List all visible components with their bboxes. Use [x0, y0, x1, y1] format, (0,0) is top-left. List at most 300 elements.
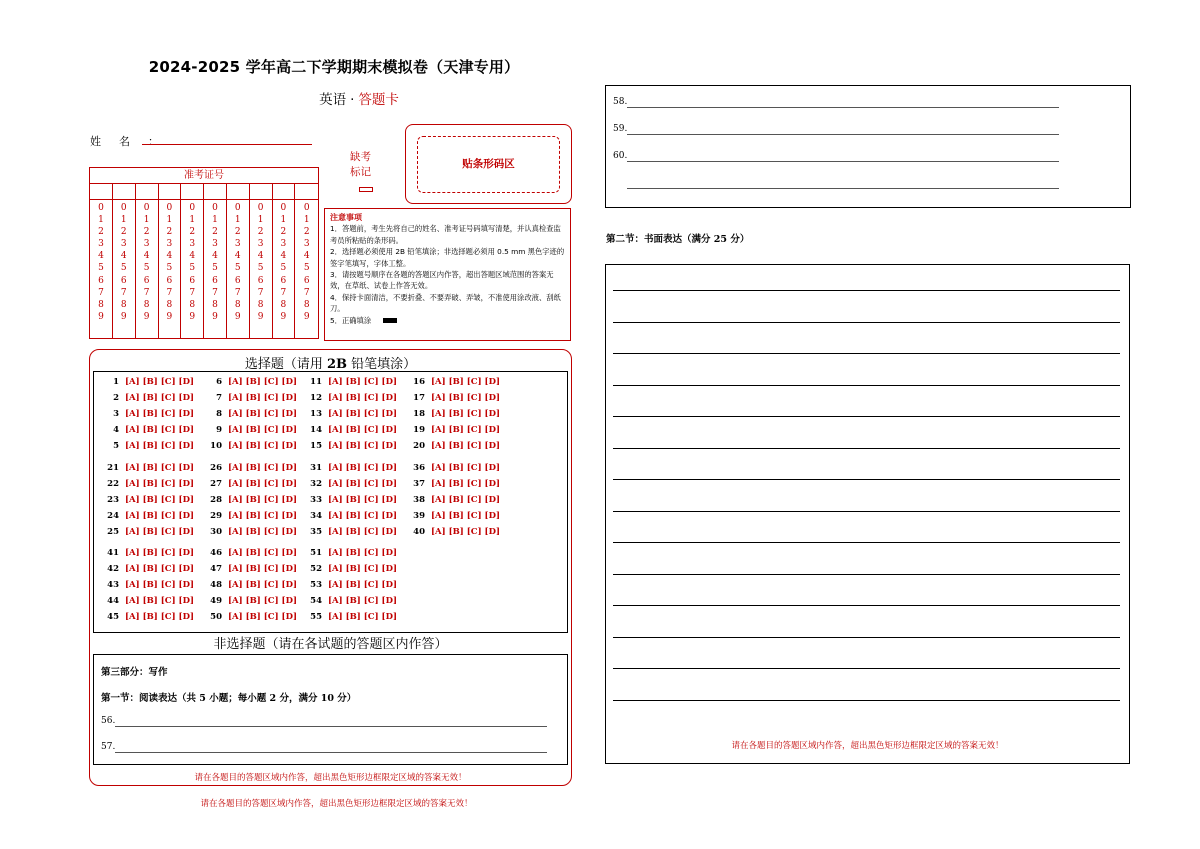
question-number: 5	[113, 440, 119, 451]
answer-options[interactable]: [A] [B] [C] [D]	[125, 440, 194, 451]
digit-bubble[interactable]: 5	[280, 263, 287, 274]
answer-options[interactable]: [A] [B] [C] [D]	[228, 579, 297, 590]
digit-bubble[interactable]: 0	[234, 203, 241, 213]
digit-bubble[interactable]: 8	[234, 299, 241, 310]
digit-bubble[interactable]: 4	[212, 251, 218, 262]
exam-number-column[interactable]	[158, 184, 181, 338]
question-number: 33	[310, 494, 322, 505]
answer-options[interactable]: [A] [B] [C] [D]	[431, 494, 500, 505]
question-number: 41	[107, 548, 119, 558]
answer-options[interactable]: [A] [B] [C] [D]	[125, 526, 194, 537]
question-number: 48	[210, 579, 222, 590]
question-number: 1	[113, 377, 119, 387]
answer-line-57[interactable]	[101, 742, 115, 752]
digit-bubble[interactable]: 5	[166, 263, 173, 274]
answer-options[interactable]: [A] [B] [C] [D]	[228, 478, 297, 489]
answer-options[interactable]: [A] [B] [C] [D]	[431, 377, 500, 387]
digit-bubble[interactable]: 1	[234, 215, 241, 226]
digit-bubble[interactable]: 4	[120, 251, 127, 262]
question-number: 38	[413, 494, 425, 505]
absent-mark-box[interactable]	[359, 187, 373, 192]
answer-options[interactable]: [A] [B] [C] [D]	[328, 595, 397, 606]
digit-bubble[interactable]: 0	[212, 203, 218, 213]
question-number: 51	[310, 548, 322, 558]
question-26	[204, 463, 297, 473]
answer-options[interactable]: [A] [B] [C] [D]	[228, 392, 297, 403]
answer-options[interactable]: [A] [B] [C] [D]	[125, 478, 194, 489]
nonchoice-heading: 非选择题（请在各试题的答题区内作答）	[213, 637, 448, 652]
digit-bubble[interactable]: 5	[98, 263, 104, 274]
question-52	[304, 564, 397, 574]
exam-number-input-cell[interactable]	[204, 184, 226, 200]
digit-bubble[interactable]: 0	[166, 203, 173, 213]
question-number: 28	[210, 494, 222, 505]
question-number: 32	[310, 478, 322, 489]
digit-bubble[interactable]: 6	[212, 275, 218, 286]
answer-options[interactable]: [A] [B] [C] [D]	[431, 463, 500, 473]
digit-bubble[interactable]: 6	[280, 275, 287, 286]
digit-bubble[interactable]: 1	[166, 215, 173, 226]
exam-number-input-cell[interactable]	[181, 184, 203, 200]
answer-line-60[interactable]	[613, 151, 627, 161]
digit-bubble[interactable]: 0	[189, 203, 196, 213]
answer-line-58[interactable]	[613, 97, 627, 107]
answer-options[interactable]: [A] [B] [C] [D]	[228, 563, 297, 574]
question-number: 15	[310, 440, 322, 451]
digit-bubble[interactable]: 4	[143, 251, 150, 262]
question-24	[101, 511, 194, 521]
digit-bubble[interactable]: 2	[257, 227, 264, 238]
warning-outer: 请在各题目的答题区域内作答，超出黑色矩形边框限定区域的答案无效！	[200, 799, 473, 809]
notes-item: 2．选择题必须使用 2B 铅笔填涂；非选择题必须用 0.5 mm 黑色字迹的签字笔填写，字体工整。	[330, 247, 565, 268]
digit-bubble[interactable]: 8	[120, 299, 127, 310]
question-4	[101, 425, 194, 435]
answer-options[interactable]: [A] [B] [C] [D]	[228, 440, 297, 451]
writing-line[interactable]	[613, 637, 1120, 638]
choice-heading-post: 铅笔填涂）	[347, 357, 417, 372]
question-54	[304, 596, 397, 606]
digit-bubble[interactable]: 7	[280, 287, 287, 298]
question-39	[407, 511, 500, 521]
digit-bubble[interactable]: 9	[143, 311, 150, 322]
answer-options[interactable]: [A] [B] [C] [D]	[125, 510, 194, 521]
exam-number-input-cell[interactable]	[90, 184, 112, 200]
digit-bubble[interactable]: 5	[120, 263, 127, 274]
answer-box-58-60	[605, 85, 1131, 208]
digit-bubble[interactable]: 9	[303, 311, 310, 322]
answer-options[interactable]: [A] [B] [C] [D]	[125, 611, 194, 622]
digit-bubble[interactable]: 6	[257, 275, 264, 286]
digit-bubble[interactable]: 3	[303, 239, 310, 250]
digit-bubble[interactable]: 1	[120, 215, 127, 226]
digit-bubble[interactable]: 0	[280, 203, 287, 213]
digit-bubble[interactable]: 7	[166, 287, 173, 298]
answer-options[interactable]: [A] [B] [C] [D]	[431, 526, 500, 537]
writing-line[interactable]	[613, 605, 1120, 606]
answer-options[interactable]: [A] [B] [C] [D]	[431, 440, 500, 451]
digit-bubble[interactable]: 7	[212, 287, 218, 298]
question-number: 23	[107, 494, 119, 505]
answer-options[interactable]: [A] [B] [C] [D]	[328, 563, 397, 574]
answer-options[interactable]: [A] [B] [C] [D]	[328, 510, 397, 521]
digit-bubble[interactable]: 3	[189, 239, 196, 250]
writing-line[interactable]	[613, 416, 1120, 417]
exam-number-column[interactable]	[250, 184, 273, 338]
digit-bubble[interactable]: 9	[257, 311, 264, 322]
digit-bubble[interactable]: 3	[280, 239, 287, 250]
question-25	[101, 527, 194, 537]
digit-bubble[interactable]: 5	[257, 263, 264, 274]
answer-options[interactable]: [A] [B] [C] [D]	[431, 424, 500, 435]
question-number: 55	[310, 611, 322, 622]
answer-options[interactable]: [A] [B] [C] [D]	[328, 478, 397, 489]
question-number: 54	[310, 595, 322, 606]
answer-options[interactable]: [A] [B] [C] [D]	[228, 408, 297, 419]
digit-bubble[interactable]: 9	[189, 311, 196, 322]
digit-bubble[interactable]: 6	[189, 275, 196, 286]
answer-options[interactable]: [A] [B] [C] [D]	[125, 595, 194, 606]
digit-bubble[interactable]: 0	[303, 203, 310, 213]
digit-list	[158, 200, 180, 323]
writing-line[interactable]	[613, 668, 1120, 669]
exam-number-input-cell[interactable]	[250, 184, 272, 200]
digit-bubble[interactable]: 3	[234, 239, 241, 250]
question-number: 47	[210, 563, 222, 574]
answer-options[interactable]: [A] [B] [C] [D]	[125, 563, 194, 574]
question-number: 45	[107, 611, 119, 622]
answer-options[interactable]: [A] [B] [C] [D]	[125, 392, 194, 403]
digit-bubble[interactable]: 1	[212, 215, 218, 226]
digit-bubble[interactable]: 7	[189, 287, 196, 298]
answer-underline	[627, 161, 1059, 162]
digit-bubble[interactable]: 7	[234, 287, 241, 298]
question-33	[304, 495, 397, 505]
question-number: 44	[107, 595, 119, 606]
digit-bubble[interactable]: 3	[257, 239, 264, 250]
digit-list	[250, 200, 272, 323]
digit-bubble[interactable]: 3	[166, 239, 173, 250]
question-number: 6	[216, 377, 222, 387]
question-2	[101, 393, 194, 403]
digit-bubble[interactable]: 8	[166, 299, 173, 310]
digit-bubble[interactable]: 8	[257, 299, 264, 310]
digit-bubble[interactable]: 3	[120, 239, 127, 250]
answer-options[interactable]: [A] [B] [C] [D]	[228, 526, 297, 537]
answer-options[interactable]: [A] [B] [C] [D]	[328, 424, 397, 435]
digit-bubble[interactable]: 1	[143, 215, 150, 226]
question-number: 52	[310, 563, 322, 574]
digit-bubble[interactable]: 2	[166, 227, 173, 238]
digit-bubble[interactable]: 3	[98, 239, 104, 250]
answer-options[interactable]: [A] [B] [C] [D]	[328, 440, 397, 451]
answer-options[interactable]: [A] [B] [C] [D]	[228, 548, 297, 558]
digit-bubble[interactable]: 2	[303, 227, 310, 238]
digit-bubble[interactable]: 7	[257, 287, 264, 298]
digit-bubble[interactable]: 3	[212, 239, 218, 250]
digit-bubble[interactable]: 0	[143, 203, 150, 213]
exam-number-input-cell[interactable]	[158, 184, 180, 200]
digit-bubble[interactable]: 5	[189, 263, 196, 274]
writing-line[interactable]	[613, 542, 1120, 543]
digit-list	[272, 200, 294, 323]
exam-number-column[interactable]	[204, 184, 227, 338]
writing-line[interactable]	[613, 290, 1120, 291]
answer-options[interactable]: [A] [B] [C] [D]	[431, 478, 500, 489]
answer-options[interactable]: [A] [B] [C] [D]	[328, 579, 397, 590]
answer-options[interactable]: [A] [B] [C] [D]	[328, 611, 397, 622]
correct-fill-sample	[383, 318, 397, 323]
question-number: 26	[210, 463, 222, 473]
warning-inner: 请在各题目的答题区域内作答，超出黑色矩形边框限定区域的答案无效！	[194, 773, 467, 783]
digit-bubble[interactable]: 1	[303, 215, 310, 226]
question-number: 57.	[101, 742, 116, 752]
exam-number-input-cell[interactable]	[227, 184, 249, 200]
answer-options[interactable]: [A] [B] [C] [D]	[125, 424, 194, 435]
digit-bubble[interactable]: 1	[98, 215, 104, 226]
question-number: 21	[107, 463, 119, 473]
question-29	[204, 511, 297, 521]
digit-list	[204, 200, 226, 323]
exam-number-input-cell[interactable]	[113, 184, 135, 200]
answer-options[interactable]: [A] [B] [C] [D]	[125, 463, 194, 473]
digit-bubble[interactable]: 2	[143, 227, 150, 238]
digit-list	[295, 200, 318, 323]
digit-list	[113, 200, 135, 323]
question-48	[204, 580, 297, 590]
answer-options[interactable]: [A] [B] [C] [D]	[228, 424, 297, 435]
question-10	[204, 441, 297, 451]
answer-options[interactable]: [A] [B] [C] [D]	[125, 494, 194, 505]
question-44	[101, 596, 194, 606]
digit-bubble[interactable]: 6	[234, 275, 241, 286]
question-number: 29	[210, 510, 222, 521]
answer-options[interactable]: [A] [B] [C] [D]	[125, 548, 194, 558]
digit-bubble[interactable]: 8	[189, 299, 196, 310]
answer-options[interactable]: [A] [B] [C] [D]	[228, 463, 297, 473]
absent-label-line2: 标记	[350, 166, 371, 178]
exam-number-column[interactable]	[136, 184, 159, 338]
answer-options[interactable]: [A] [B] [C] [D]	[328, 526, 397, 537]
writing-line[interactable]	[613, 479, 1120, 480]
question-27	[204, 479, 297, 489]
answer-line-56[interactable]	[101, 716, 115, 726]
question-40	[407, 527, 500, 537]
digit-bubble[interactable]: 0	[98, 203, 104, 213]
digit-bubble[interactable]: 8	[98, 299, 104, 310]
question-number: 3	[113, 408, 119, 419]
digit-bubble[interactable]: 0	[120, 203, 127, 213]
name-label: 姓名：	[90, 135, 177, 148]
question-50	[204, 612, 297, 622]
exam-number-column[interactable]	[272, 184, 295, 338]
digit-bubble[interactable]: 1	[280, 215, 287, 226]
digit-bubble[interactable]: 8	[212, 299, 218, 310]
answer-options[interactable]: [A] [B] [C] [D]	[328, 377, 397, 387]
question-number: 36	[413, 463, 425, 473]
answer-line-59[interactable]	[613, 124, 627, 134]
question-34	[304, 511, 397, 521]
answer-options[interactable]: [A] [B] [C] [D]	[328, 408, 397, 419]
question-13	[304, 409, 397, 419]
reading-expression-title: 第一节：阅读表达（共 5 小题；每小题 2 分，满分 10 分）	[101, 693, 357, 704]
question-number: 58.	[613, 97, 628, 107]
digit-bubble[interactable]: 9	[234, 311, 241, 322]
digit-bubble[interactable]: 7	[303, 287, 310, 298]
digit-bubble[interactable]: 4	[166, 251, 173, 262]
digit-bubble[interactable]: 9	[280, 311, 287, 322]
digit-bubble[interactable]: 4	[280, 251, 287, 262]
digit-bubble[interactable]: 2	[189, 227, 196, 238]
digit-bubble[interactable]: 2	[98, 227, 104, 238]
question-6	[204, 377, 297, 387]
question-number: 53	[310, 579, 322, 590]
digit-bubble[interactable]: 9	[166, 311, 173, 322]
question-number: 17	[413, 392, 425, 403]
digit-bubble[interactable]: 2	[234, 227, 241, 238]
answer-underline	[627, 134, 1059, 135]
digit-bubble[interactable]: 7	[143, 287, 150, 298]
page-title: 2024-2025 学年高二下学期期末模拟卷（天津专用）	[148, 58, 520, 76]
question-number: 46	[210, 548, 222, 558]
digit-bubble[interactable]: 9	[120, 311, 127, 322]
writing-line[interactable]	[613, 448, 1120, 449]
exam-number-column[interactable]	[113, 184, 136, 338]
exam-number-column[interactable]	[181, 184, 204, 338]
digit-bubble[interactable]: 3	[143, 239, 150, 250]
digit-bubble[interactable]: 4	[98, 251, 104, 262]
answer-options[interactable]: [A] [B] [C] [D]	[431, 510, 500, 521]
digit-bubble[interactable]: 1	[189, 215, 196, 226]
digit-bubble[interactable]: 5	[234, 263, 241, 274]
subject-label: 英语	[319, 92, 347, 108]
digit-bubble[interactable]: 5	[303, 263, 310, 274]
writing-line[interactable]	[613, 700, 1120, 701]
digit-bubble[interactable]: 5	[143, 263, 150, 274]
question-16	[407, 377, 500, 387]
choice-heading	[89, 353, 572, 372]
digit-bubble[interactable]: 1	[257, 215, 264, 226]
answer-options[interactable]: [A] [B] [C] [D]	[125, 377, 194, 387]
question-number: 12	[310, 392, 322, 403]
answer-options[interactable]: [A] [B] [C] [D]	[125, 579, 194, 590]
question-12	[304, 393, 397, 403]
question-55	[304, 612, 397, 622]
question-number: 34	[310, 510, 322, 521]
exam-number-column[interactable]	[90, 184, 113, 338]
digit-bubble[interactable]: 6	[166, 275, 173, 286]
answer-options[interactable]: [A] [B] [C] [D]	[228, 377, 297, 387]
name-field[interactable]	[142, 144, 312, 145]
question-number: 40	[413, 526, 425, 537]
answer-options[interactable]: [A] [B] [C] [D]	[228, 595, 297, 606]
digit-bubble[interactable]: 8	[143, 299, 150, 310]
answer-options[interactable]: [A] [B] [C] [D]	[431, 392, 500, 403]
question-36	[407, 463, 500, 473]
question-21	[101, 463, 194, 473]
digit-bubble[interactable]: 4	[303, 251, 310, 262]
question-number: 16	[413, 377, 425, 387]
digit-bubble[interactable]: 0	[257, 203, 264, 213]
digit-bubble[interactable]: 8	[280, 299, 287, 310]
exam-number-column[interactable]	[227, 184, 250, 338]
exam-number-input-cell[interactable]	[272, 184, 294, 200]
answer-options[interactable]: [A] [B] [C] [D]	[125, 408, 194, 419]
question-47	[204, 564, 297, 574]
digit-bubble[interactable]: 9	[212, 311, 218, 322]
exam-number-grid	[89, 167, 319, 339]
digit-bubble[interactable]: 7	[120, 287, 127, 298]
question-35	[304, 527, 397, 537]
answer-options[interactable]: [A] [B] [C] [D]	[228, 510, 297, 521]
answer-options[interactable]: [A] [B] [C] [D]	[431, 408, 500, 419]
question-31	[304, 463, 397, 473]
correct-fill-label: 5．正确填涂	[330, 315, 372, 325]
question-number: 59.	[613, 124, 628, 134]
digit-bubble[interactable]: 4	[257, 251, 264, 262]
digit-bubble[interactable]: 6	[120, 275, 127, 286]
digit-bubble[interactable]: 4	[189, 251, 196, 262]
digit-list	[227, 200, 249, 323]
notes-correct-fill	[330, 315, 565, 326]
writing-line[interactable]	[613, 511, 1120, 512]
answer-options[interactable]: [A] [B] [C] [D]	[328, 392, 397, 403]
question-8	[204, 409, 297, 419]
card-label: 答题卡	[358, 92, 399, 108]
question-number: 14	[310, 424, 322, 435]
digit-bubble[interactable]: 7	[98, 287, 104, 298]
exam-number-input-cell[interactable]	[295, 184, 318, 200]
question-3	[101, 409, 194, 419]
digit-bubble[interactable]: 2	[212, 227, 218, 238]
question-number: 4	[113, 424, 119, 435]
question-number: 11	[310, 377, 322, 387]
writing-box	[605, 264, 1130, 764]
question-18	[407, 409, 500, 419]
digit-bubble[interactable]: 2	[120, 227, 127, 238]
digit-bubble[interactable]: 6	[303, 275, 310, 286]
question-number: 30	[210, 526, 222, 537]
answer-options[interactable]: [A] [B] [C] [D]	[228, 611, 297, 622]
question-32	[304, 479, 397, 489]
digit-list	[136, 200, 158, 323]
digit-bubble[interactable]: 5	[212, 263, 218, 274]
answer-line-60-continued[interactable]	[627, 188, 1059, 189]
question-1	[101, 377, 194, 387]
answer-options[interactable]: [A] [B] [C] [D]	[328, 494, 397, 505]
writing-line[interactable]	[613, 385, 1120, 386]
writing-line[interactable]	[613, 353, 1120, 354]
digit-bubble[interactable]: 8	[303, 299, 310, 310]
answer-options[interactable]: [A] [B] [C] [D]	[328, 463, 397, 473]
digit-bubble[interactable]: 6	[98, 275, 104, 286]
digit-bubble[interactable]: 2	[280, 227, 287, 238]
exam-number-column[interactable]	[295, 184, 318, 338]
choice-heading-pre: 选择题（请用	[244, 357, 327, 372]
question-46	[204, 548, 297, 558]
writing-line[interactable]	[613, 574, 1120, 575]
exam-number-input-cell[interactable]	[136, 184, 158, 200]
digit-bubble[interactable]: 4	[234, 251, 241, 262]
question-45	[101, 612, 194, 622]
writing-line[interactable]	[613, 322, 1120, 323]
notes-item: 3．请按题号顺序在各题的答题区内作答，超出答题区域范围的答案无效，在草纸、试卷上作答无效。	[330, 270, 554, 291]
digit-bubble[interactable]: 9	[98, 311, 104, 322]
question-28	[204, 495, 297, 505]
digit-bubble[interactable]: 6	[143, 275, 150, 286]
answer-options[interactable]: [A] [B] [C] [D]	[328, 548, 397, 558]
answer-options[interactable]: [A] [B] [C] [D]	[228, 494, 297, 505]
question-20	[407, 441, 500, 451]
